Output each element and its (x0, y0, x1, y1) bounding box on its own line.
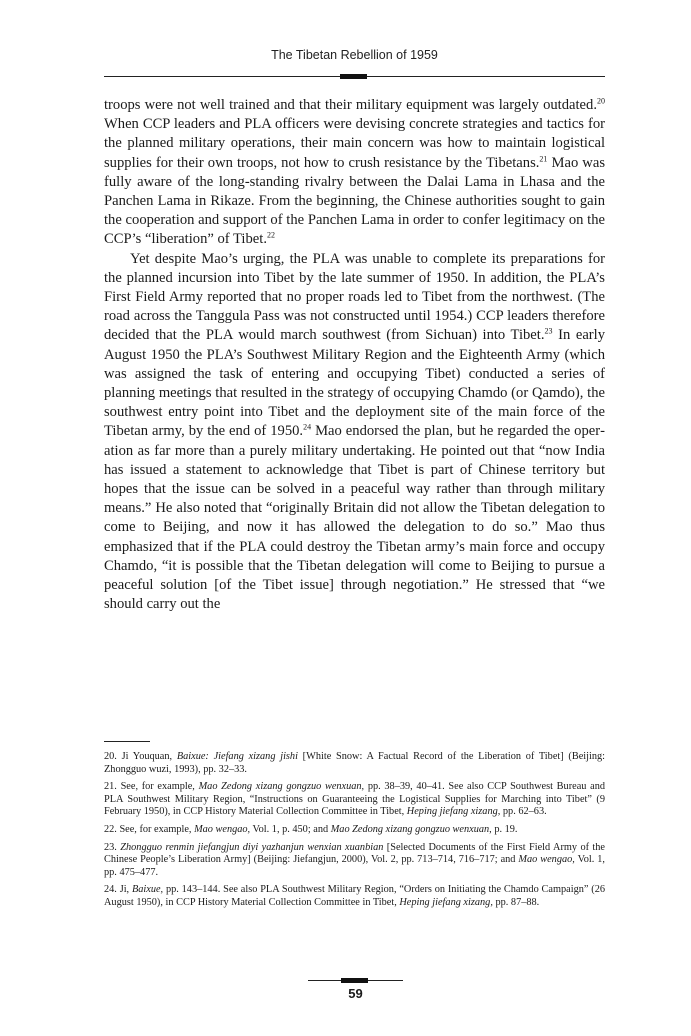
footer-tab-mark (341, 978, 368, 983)
text-run: In early August 1950 the PLA’s Southwest Military Region and the Eighteenth Army (which was assigned the task of entering and occupying Tibet) conducted a series of planning meetings that resulted in the strategy of occupying Chamdo (or Qamdo), the southwest entry point into Tibet and the deployment site of the main force of the Tibetan army, by the end of 1950. (104, 327, 606, 440)
footnotes (104, 751, 605, 915)
fn-text: Vol. 1, pp. 475–477. (104, 854, 605, 878)
fn-text: 23. (104, 841, 121, 853)
fn-title-italic: Mao wengao, (194, 823, 251, 835)
fn-text: Vol. 1, p. 450; and (250, 823, 331, 835)
fn-title-italic: Mao Zedong xizang gongzuo wenxuan, (330, 823, 492, 835)
fn-text: pp. 38–39, 40–41. See also CCP Southwest Bureau and PLA Southwest Military Region, “Instructions on Guaranteeing the Logistical Supplies for Marching into Tibet” (9 February 1950), in CCP History Material Collection Committee in Tibet, (104, 781, 605, 818)
fn-text: [White Snow: A Factual Record of the Liberation of Tibet] (Beijing: Zhongguo wuzi, 1993), pp. 32–33. (104, 751, 606, 775)
footnote-24 (104, 884, 605, 909)
fn-title-italic: Mao Zedong xizang gongzuo wenxuan, (198, 781, 365, 793)
text-run: Yet despite Mao’s urging, the PLA was unable to complete its preparations for the planned incursion into Tibet by the late summer of 1950. In addition, the PLA’s First Field Army reported that no proper roads led to Tibet from the northwest. (The road across the Tanggula Pass was not constructed until 1954.) CCP leaders therefore decided that the PLA would march southwest (from Sichuan) into Tibet. (104, 250, 605, 344)
footnote-20 (104, 751, 605, 776)
text-run: troops were not well trained and that their military equipment was largely outdated. (104, 97, 597, 113)
footnote-ref-20[interactable]: 20 (596, 96, 605, 106)
fn-text: p. 19. (491, 823, 518, 835)
fn-text: 20. Ji Youquan, (104, 751, 177, 762)
footnote-ref-24[interactable]: 24 (303, 422, 312, 432)
fn-text: 24. Ji, (104, 884, 132, 896)
fn-title-italic: Baixue, (131, 884, 164, 896)
fn-text: pp. 143–144. See also PLA Southwest Military Region, “Orders on Initiating the Chamdo Campaign” (26 August 1950), in CCP History Material Collection Committee in Tibet, (104, 884, 605, 908)
footnote-22 (104, 824, 605, 837)
fn-title-italic: Heping jiefang xizang, (399, 896, 493, 908)
footnote-23 (104, 842, 605, 880)
fn-title-italic: Zhongguo renmin jiefangjun diyi yazhanjun wenxian xuanbian (120, 841, 384, 853)
paragraph-2 (104, 250, 605, 615)
footnote-ref-21[interactable]: 21 (539, 154, 548, 163)
fn-text: [Selected Documents of the First Field Army of the Chinese People’s Liberation Army] (Beijing: Jiefangjun, 2000), Vol. 2, pp. 713–714, 716–717; and (104, 841, 605, 866)
text-run: When CCP leaders and PLA officers were devising concrete strategies and tactics for the planned military operations, their main concern was how to maintain logistical supplies for their own troops, not how to crush resistance by the Tibetans. (104, 116, 605, 171)
running-header: The Tibetan Rebellion of 1959 (271, 48, 438, 62)
footnote-ref-22[interactable]: 22 (266, 230, 275, 240)
page-number: 59 (348, 986, 363, 1001)
fn-text: 21. See, for example, (104, 781, 199, 793)
fn-title-italic: Heping jiefang xizang, (406, 806, 501, 818)
text-run: Mao endorsed the plan, but he regarded the operation as far more than a purely military undertaking. He pointed out that “now India has issued a statement to acknowledge that Tibet is part of Chinese territory but hopes that the issue can be solved in a peaceful way rather than through military means.” He also noted that “originally Britain did not allow the Tibetan delegation to come to Beijing, and now it has allowed the delegation to do so.” Mao thus emphasized that if the PLA could destroy the Tibetan army’s main force and occupy Chamdo, “it is possible that the Tibetan delegation will come to Beijing to pursue a peaceful solution [of the Tibet issue] through negotiation.” He stressed that “we should carry out the (104, 423, 605, 613)
fn-text: 22. See, for example, (104, 823, 195, 835)
header-tab-mark (340, 74, 367, 79)
paragraph-1 (104, 96, 605, 250)
fn-text: pp. 87–88. (492, 896, 540, 908)
main-text (104, 96, 605, 614)
footnote-ref-23[interactable]: 23 (544, 326, 553, 336)
footnote-rule (104, 741, 150, 742)
footnote-21 (104, 781, 605, 819)
text-run: Mao was fully aware of the long-standing rivalry between the Dalai Lama in Lhasa and the Panchen Lama in Rikaze. From the beginning, the Chinese authorities sought to gain the cooperation and support of the Panchen Lama in order to confer legitimacy on the CCP’s “liberation” of Tibet. (104, 154, 606, 248)
fn-title-italic: Baixue: Jiefang xizang jishi (176, 751, 298, 762)
fn-text: pp. 62–63. (500, 806, 547, 818)
fn-title-italic: Mao wengao, (518, 854, 575, 866)
